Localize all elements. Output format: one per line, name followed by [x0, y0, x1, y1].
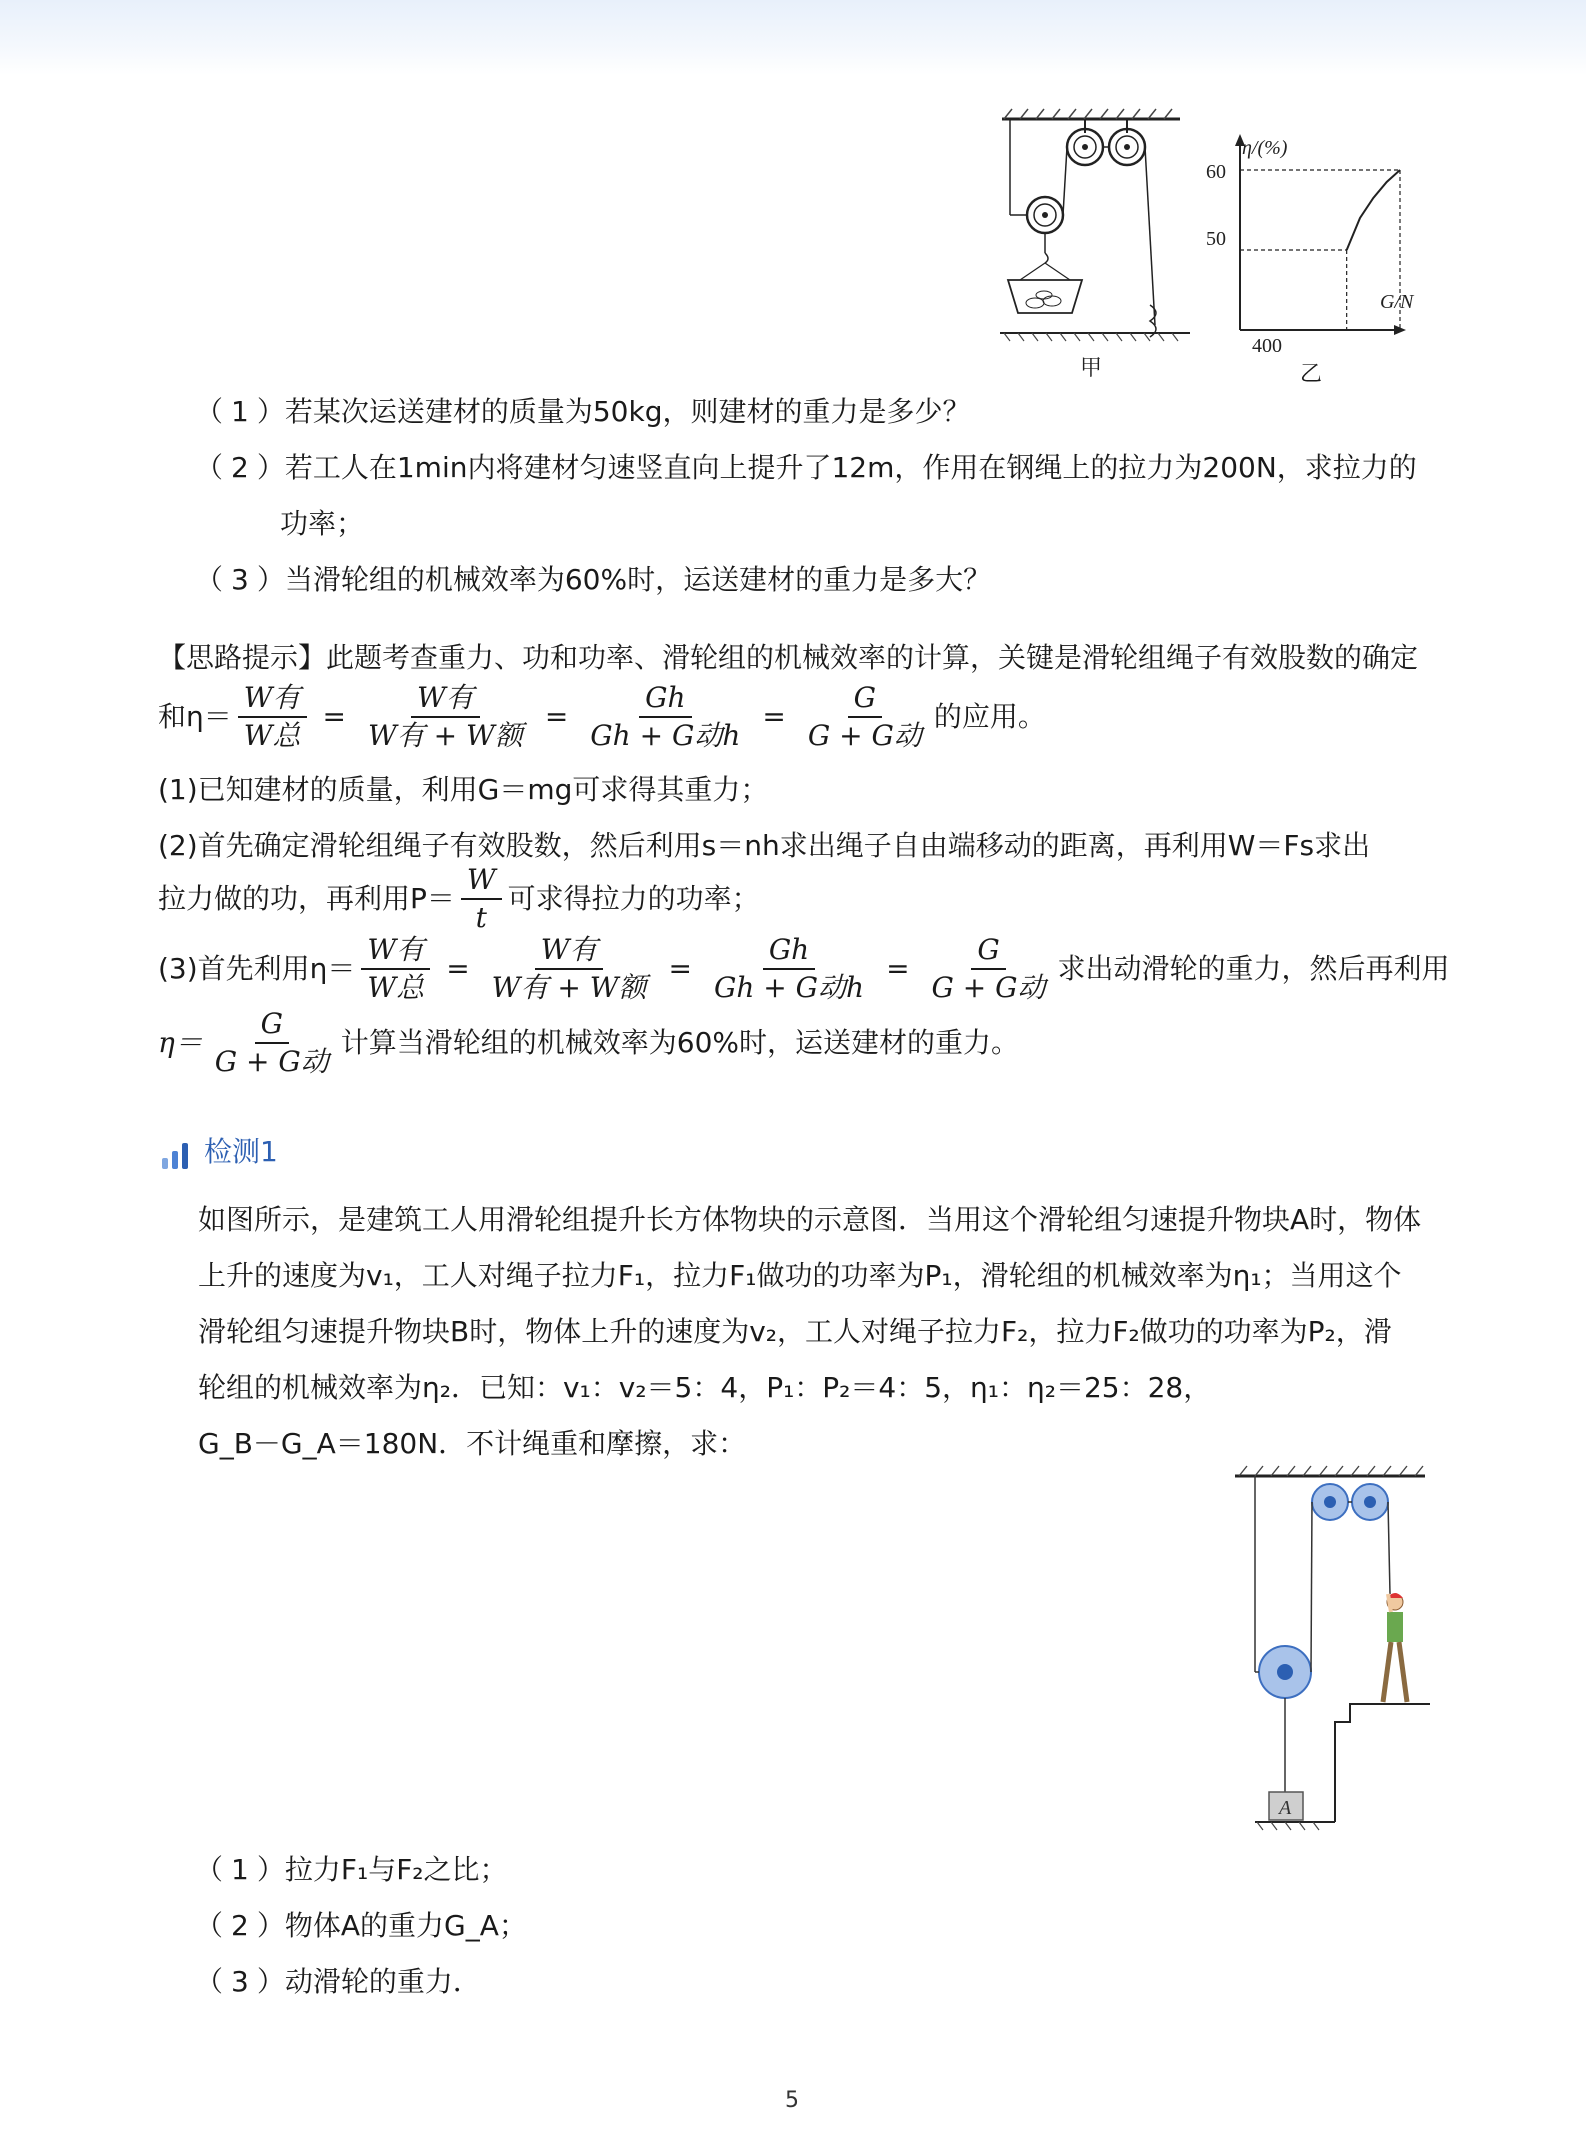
question-text: 当滑轮组的机械效率为60%时，运送建材的重力是多大？: [284, 563, 992, 596]
hint-line-7: [158, 1006, 1019, 1080]
paren-close: ）: [256, 1909, 285, 1942]
fraction-wyou-sum-2: $\frac{\text{W有}}{\text{W有 + W额}}$: [491, 933, 647, 1004]
paren-close: ）: [256, 395, 285, 428]
question-number: 3: [231, 563, 249, 596]
fraction-w-t: $\frac{W}{t}$: [461, 862, 502, 936]
paren-open: （: [195, 395, 224, 428]
pulley-figure-jia: [990, 105, 1200, 385]
page-header-band: [0, 0, 1586, 75]
x-axis-label: G/N: [1380, 291, 1414, 313]
fraction-wyou-wzong: $\frac{\text{W有}}{\text{W总}}$: [238, 680, 307, 754]
hint-line-6: (3)首先利用η＝ $\frac{\text{W有}}{\text{W总}}$ = $\frac{\text{W有}}{\text{W有 + W额}}$ = $\frac{Gh}{\text{Gh + G动h}}$ = $\frac{G}{\text{G + G动}}$ 求出动滑轮的重力，然后再利用: [158, 933, 1450, 1004]
fraction-g-3: $\frac{G}{\text{G + G动}}$: [214, 1007, 329, 1078]
question-2-2: [195, 1906, 527, 1946]
question-text: 若某次运送建材的质量为50kg，则建材的重力是多少？: [284, 395, 971, 428]
paren-close: ）: [256, 451, 285, 484]
problem-line-4: 轮组的机械效率为η₂．已知：v₁：v₂＝5：4，P₁：P₂＝4：5，η₁：η₂＝25：28，: [198, 1371, 1212, 1404]
paren-open: （: [195, 1909, 224, 1942]
hint-line-6-suffix: 求出动滑轮的重力，然后再利用: [1057, 952, 1450, 985]
question-text: 动滑轮的重力．: [284, 1965, 481, 1998]
hint-line-5: [158, 862, 760, 936]
fraction-wyou-wzong-2: $\frac{\text{W有}}{\text{W总}}$: [361, 932, 430, 1006]
fraction-wyou-sum: $\frac{\text{W有}}{\text{W有 + W额}}$: [368, 681, 523, 752]
question-number: 1: [231, 1853, 249, 1886]
fraction-gh-2: $\frac{Gh}{\text{Gh + G动h}}$: [713, 933, 865, 1004]
paren-close: ）: [256, 1853, 285, 1886]
question-number: 3: [231, 1965, 249, 1998]
hint-line-7-prefix: η＝: [158, 1026, 203, 1059]
question-2-1: [195, 1850, 508, 1890]
question-number: 2: [231, 1909, 249, 1942]
hint-line-4: (2)首先确定滑轮组绳子有效股数，然后利用s＝nh求出绳子自由端移动的距离，再利用W＝Fs求出: [158, 829, 1371, 862]
hint-line-2: 和η＝ $\frac{\text{W有}}{\text{W总}}$ = $\frac{\text{W有}}{\text{W有 + W额}}$ = $\frac{Gh}{\text{Gh + G动h}}$ = $\frac{G}{\text{G + G动}}$ 的应用。: [158, 681, 1046, 752]
problem-line-3: 滑轮组匀速提升物块B时，物体上升的速度为v₂，工人对绳子拉力F₂，拉力F₂做功的功率为P₂，滑: [198, 1315, 1392, 1348]
y-tick-label-50: 50: [1206, 228, 1226, 250]
fraction-g: $\frac{G}{\text{G + G动}}$: [807, 681, 922, 752]
hint-line-5-suffix: 可求得拉力的功率；: [507, 882, 760, 915]
problem-line-5: G_B－G_A＝180N．不计绳重和摩擦，求：: [198, 1427, 747, 1460]
question-number: 2: [231, 451, 249, 484]
question-text: 拉力F₁与F₂之比；: [284, 1853, 508, 1886]
question-1-1: [195, 392, 970, 432]
y-axis-label: η/(%): [1242, 137, 1288, 159]
fraction-g-2: $\frac{G}{\text{G + G动}}$: [931, 933, 1046, 1004]
section-title: 检测1: [204, 1135, 278, 1168]
block-a-label: A: [1279, 1797, 1292, 1819]
fraction-gh: $\frac{Gh}{\text{Gh + G动h}}$: [590, 681, 741, 752]
paren-open: （: [195, 1965, 224, 1998]
question-text: 物体A的重力G_A；: [284, 1909, 527, 1942]
y-tick-label-60: 60: [1206, 161, 1226, 183]
question-1-2: [195, 448, 1417, 488]
paren-open: （: [195, 1853, 224, 1886]
paren-close: ）: [256, 1965, 285, 1998]
hint-line-2-suffix: 的应用。: [933, 700, 1046, 733]
hint-eta-prefix: 和η＝: [158, 700, 232, 733]
section-heading: [160, 1130, 278, 1170]
figure-label-jia: 甲: [1080, 355, 1103, 380]
hint-line-7-suffix: 计算当滑轮组的机械效率为60%时，运送建材的重力。: [340, 1026, 1020, 1059]
page-number: 5: [785, 2088, 799, 2113]
figure-label-yi: 乙: [1300, 362, 1323, 387]
question-number: 1: [231, 395, 249, 428]
pulley-worker-figure: [1225, 1462, 1435, 1832]
hint-line-3: (1)已知建材的质量，利用G＝mg可求得其重力；: [158, 773, 769, 806]
paren-open: （: [195, 451, 224, 484]
problem-line-2: 上升的速度为v₁，工人对绳子拉力F₁，拉力F₁做功的功率为P₁，滑轮组的机械效率为η₁；当用这个: [198, 1259, 1402, 1292]
question-2-3: [195, 1962, 481, 2002]
problem-line-1: 如图所示，是建筑工人用滑轮组提升长方体物块的示意图．当用这个滑轮组匀速提升物块A时，物体: [198, 1203, 1422, 1236]
question-1-3: [195, 560, 991, 600]
hint-line-5-prefix: 拉力做的功，再利用P＝: [158, 882, 455, 915]
paren-open: （: [195, 563, 224, 596]
hint-line-1: 【思路提示】此题考查重力、功和功率、滑轮组的机械效率的计算，关键是滑轮组绳子有效股数的确定: [158, 641, 1419, 674]
efficiency-chart-yi: [1200, 130, 1440, 390]
signal-bars-icon: [160, 1140, 192, 1170]
question-text: 若工人在1min内将建材匀速竖直向上提升了12m，作用在钢绳上的拉力为200N，求拉力的: [284, 451, 1417, 484]
x-tick-label-400: 400: [1252, 335, 1282, 357]
hint-line-6-prefix: (3)首先利用η＝: [158, 952, 356, 985]
paren-close: ）: [256, 563, 285, 596]
efficiency-curve: [1347, 170, 1400, 250]
question-1-2-continued: 功率；: [280, 507, 365, 540]
